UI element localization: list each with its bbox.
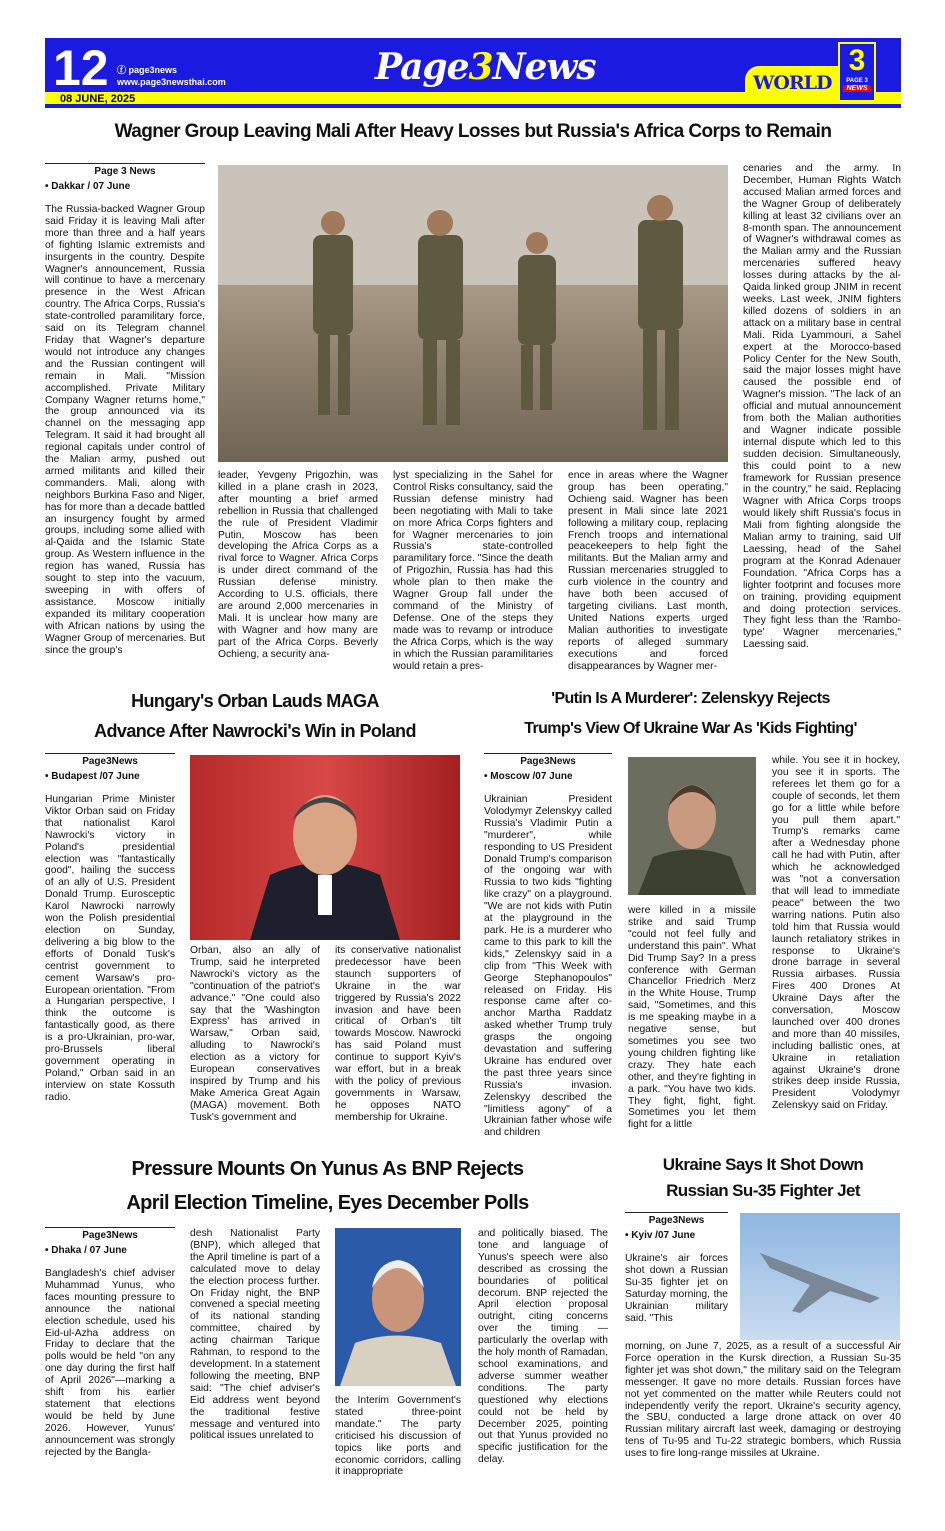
article-column: were killed in a missile strike and said Trump "could not feel fully and understand this pain". What Did Trump Say? In a press conference with German Chancellor Friedrich Merz in the White House, Trump said, "Sometimes, and this is me speaking maybe in a negative sense, but sometimes you see two young children fighting like crazy. They hate each other, and they're fighting in a park. "You have two kids. They fight, fight, fight. Sometimes you let them fight for a little	[628, 905, 756, 1131]
article-column: cenaries and the army. In December, Human Rights Watch accused Malian armed forces and the Wagner Group of deliberately killing at least 32 civilians over an 8-month span. The announcement of Wagner's withdrawal comes as the Malian army and the Russian mercenaries suffered heavy losses during attacks by the al-Qaida linked group JNIM in recent weeks. Last week, JNIM fighters killed dozens of soldiers in an attack on a military base in central Mali. Rida Lyammouri, a Sahel expert at the Morocco-based Policy Center for the New South, said the major losses might have caused the possible end of Wagner's mission. "The lack of an official and mutual announcement from both the Malian authorities and Wagner indicate possible internal dispute which led to this sudden decision. Simultaneously, this could point to a new framework for Russian presence in the country," he said. Replacing Wagner with Africa Corps troops would likely shift Russia's focus in Mali from fighting alongside the Malian army to training, said Ulf Laessing, head of the Sahel program at the Konrad Adenauer Foundation. "Africa Corps has a lighter footprint and focuses more on training, providing equipment and doing protection services. They fight less than the 'Rambo-type' Wagner mercenaries," Laessing said.	[743, 163, 901, 651]
section-label: WORLD	[753, 72, 832, 94]
article-column: while. You see it in hockey, you see it in sports. The referees let them go for a couple of seconds, let them go for a little while before you pull them apart." Trump's remarks came after a Wednesday phone call he had with Putin, after which he acknowledged was "not a conversation that will lead to immediate peace" between the two warring nations. Putin also told him that Russia would launch retaliatory strikes in response to Ukraine's drone barrage in several Russia airbases. Russia Fires 400 Drones At Ukraine Days after the conversation, Moscow launched over 400 drones and more than 40 missiles, including ballistic ones, at Ukraine in retaliation against Ukraine's drone strikes deep inside Russia, President Volodymyr Zelenskyy said on Friday.	[772, 755, 900, 1112]
article-column: desh Nationalist Party (BNP), which alleged that the April timeline is part of a calculated move to delay the election process further. On Friday night, the BNP convened a special meeting of its national standing committee, chaired by acting chairman Tarique Rahman, to respond to the development. In a statement following the meeting, BNP said: "The chief adviser's Eid address went beyond the traditional festive message and ventured into political issues unrelated to	[190, 1228, 320, 1442]
article-column: its conservative nationalist predecessor have been staunch supporters of Ukraine in the war triggered by Russia's 2022 invasion and have been critical of Orban's tilt towards Moscow. Nawrocki has said Poland must continue to support Kyiv's war effort, but in a break with the policy of previous governments in Warsaw, he opposes NATO membership for Ukraine.	[335, 945, 461, 1123]
byline: Page3News • Kyiv /07 June	[625, 1212, 728, 1241]
photo-zelensky	[628, 757, 756, 895]
article-orban	[45, 753, 175, 1104]
article-column: Orban, also an ally of Trump, said he interpreted Nawrocki's victory as the "continuation of the patriot's advance." "One could also say that the 'Washington Express' has arrived in Warsaw," Orban said, alluding to Nawrocki's election as a victory for European conservatives inspired by Trump and his Make America Great Again (MAGA) movement. Both Tusk's government and	[190, 945, 320, 1123]
article-su35	[625, 1212, 728, 1324]
logo: Page3News	[375, 46, 596, 88]
article-column: Ukraine's air forces shot down a Russian Su-35 fighter jet on Saturday morning, the Ukrainian military said. "This	[625, 1253, 728, 1324]
masthead	[45, 38, 901, 108]
article-column: ence in areas where the Wagner group has been operating," Ochieng said. Wagner has been present in Mali since late 2021 following a military coup, replacing French troops and international peacekeepers to help fight the militants. But the Malian army and Russian mercenaries struggled to curb violence in the country and have both been accused of targeting civilians. Last month, United Nations experts urged Malian authorities to investigate reports of alleged summary executions and forced disappearances by Wagner mer-	[568, 470, 728, 672]
article-column: The Russia-backed Wagner Group said Friday it is leaving Mali after more than three and a half years of fighting Islamic extremists and insurgents in the country. Despite Wagner's announcement, Russia will continue to have a mercenary presence in the West African country. The Africa Corps, Russia's state-controlled paramilitary force, said on its Telegram channel Friday that Wagner's departure would not introduce any changes and the Russian contingent will remain in Mali. "Mission accomplished. Private Military Company Wagner returns home," the group announced via its channel on the messaging app Telegram. It said it had brought all regional capitals under control of the Malian army, pushed out armed militants and killed their commanders. Mali, along with neighbors Burkina Faso and Niger, has for more than a decade battled an insurgency fought by armed groups, including some allied with al-Qaida and the Islamic State group. As Western influence in the region has waned, Russia has sought to step into the vacuum, sweeping in with offers of assistance. Moscow initially expanded its military cooperation with African nations by using the Wagner Group of mercenaries. But since the group's	[45, 204, 205, 656]
article-zelensky	[484, 753, 612, 1139]
article-column: Bangladesh's chief adviser Muhammad Yunus, who faces mounting pressure to announce the national election schedule, used his Eid-ul-Azha address on Friday to declare that the polls would be held "on any one day during the first half of April 2026"—marking a shift from his earlier statement that elections would be held by June 2026. However, Yunus' announcement was strongly rejected by the Bangla-	[45, 1268, 175, 1458]
article-column: and politically biased. The tone and language of Yunus's speech were also described as crossing the boundaries of political decorum. BNP rejected the April election proposal outright, citing concerns over the timing — particularly the overlap with the holy month of Ramadan, school examinations, and adverse summer weather conditions. The party questioned why elections could not be held by December 2025, pointing out that Yunus provided no specific justification for the delay.	[478, 1228, 608, 1466]
jet-illustration	[740, 1213, 900, 1340]
headline-orban: Hungary's Orban Lauds MAGA Advance After Nawrocki's Win in Poland	[94, 691, 416, 741]
photo-su35-jet	[740, 1213, 900, 1340]
article-column: morning, on June 7, 2025, as a result of a successful Air Force operation in the Kursk direction, a Russian Su-35 fighter jet was shot down," the military said on the Telegram messenger. It gave no more details. Russian forces have not yet commented on the matter while Reuters could not independently verify the report. Ukraine's security agency, the SBU, conducted a large drone attack on over 40 Russian military aircraft last week, damaging or destroying tens of Tu-95 and Tu-22 strategic bombers, which Russia uses to fire long-range missiles at Ukraine.	[625, 1341, 901, 1460]
article-column: Ukrainian President Volodymyr Zelenskyy called Russia's Vladimir Putin a "murderer", while responding to US President Donald Trump's comparison of the ongoing war with Russia to two kids "fighting like crazy" on a playground. "We are not kids with Putin at the playground in the park. He is a murderer who came to this park to kill the kids," Zelenskyy said in a clip from "This Week with George Stephanopoulos" released on Friday. His response came after co-anchor Martha Raddatz asked whether Trump truly grasps the ongoing devastation and suffering Ukraine has endured over the past three years since Russia's invasion. Zelenskyy described the "limitless agony" of a Ukrainian father whose wife and children	[484, 794, 612, 1139]
page-number: 12	[53, 40, 109, 96]
photo-wagner-soldiers	[218, 165, 728, 462]
byline: Page3News • Dhaka / 07 June	[45, 1227, 175, 1256]
yunus-illustration	[335, 1228, 461, 1386]
article-yunus	[45, 1227, 175, 1459]
website-link[interactable]: www.page3newsthai.com	[117, 77, 226, 87]
headline-su35: Ukraine Says It Shot Down Russian Su-35 Fighter Jet	[662, 1155, 864, 1200]
headline-yunus: Pressure Mounts On Yunus As BNP Rejects April Election Timeline, Eyes December Polls	[126, 1158, 529, 1214]
soldiers-illustration	[218, 165, 728, 462]
brand-badge: 3 PAGE 3 NEWS	[838, 42, 876, 102]
headline-wagner: Wagner Group Leaving Mali After Heavy Losses but Russia's Africa Corps to Remain	[114, 121, 832, 142]
byline: Page3News • Moscow /07 June	[484, 753, 612, 782]
article-wagner	[45, 163, 205, 656]
article-column: lyst specializing in the Sahel for Control Risks consultancy, said the Russian defense ministry had been negotiating with Mali to take on more Africa Corps fighters and for Wagner mercenaries to join Russia's state-controlled paramilitary force. "Since the death of Prigozhin, Russia has had this whole plan to then make the Wagner Group fall under the command of the Ministry of Defense. One of the steps they made was to revamp or introduce the Africa Corps, which is the way in which the Russian paramilitaries would retain a pres-	[393, 470, 553, 672]
photo-orban	[190, 755, 460, 940]
byline: Page3News • Budapest /07 June	[45, 753, 175, 782]
article-column: leader, Yevgeny Prigozhin, was killed in a plane crash in 2023, after mounting a brief armed rebellion in Russia that challenged the rule of President Vladimir Putin, Moscow has been developing the Africa Corps as a rival force to Wagner. Africa Corps is under direct command of the Russian defense ministry. According to U.S. officials, there are around 2,000 mercenaries in Mali. It is unclear how many are with Wagner and how many are part of the Africa Corps. Beverly Ochieng, a security ana-	[218, 470, 378, 660]
photo-yunus	[335, 1228, 461, 1386]
issue-date: 08 JUNE, 2025	[60, 93, 136, 105]
facebook-handle[interactable]: page3news	[128, 65, 178, 75]
social-links	[117, 64, 226, 88]
headline-zelensky: 'Putin Is A Murderer': Zelenskyy Rejects Trump's View Of Ukraine War As 'Kids Fighting'	[524, 690, 857, 737]
orban-illustration	[190, 755, 460, 940]
byline: Page 3 News • Dakkar / 07 June	[45, 163, 205, 192]
article-column: the Interim Government's stated three-point mandate." The party criticised his discussion of topics like ports and economic corridors, calling it inappropriate	[335, 1395, 461, 1478]
zelensky-illustration	[628, 757, 756, 895]
facebook-icon: ⓕ	[117, 65, 129, 75]
article-column: Hungarian Prime Minister Viktor Orban said on Friday that nationalist Karol Nawrocki's victory in Poland's presidential election was "fantastically good", hailing the success of an ally of U.S. President Donald Trump. Eurosceptic Karol Nawrocki narrowly won the Polish presidential election on Sunday, delivering a big blow to the efforts of Donald Tusk's centrist government to cement Warsaw's pro-European orientation. "From a Hungarian perspective, I think the outcome is fantastically good, as there is a pro-Ukrainian, pro-war, pro-Brussels liberal government operating in Poland," Orban said in an interview on state Kossuth radio.	[45, 794, 175, 1103]
